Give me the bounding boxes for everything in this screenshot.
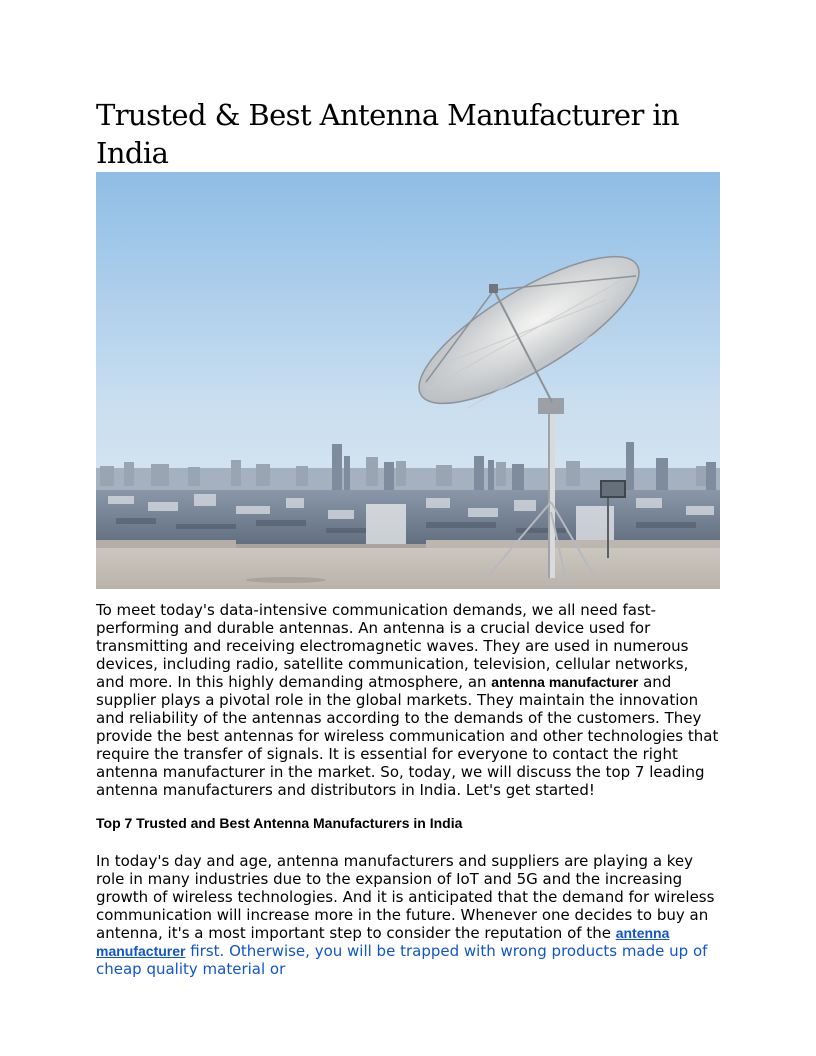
intro-text-1: To meet today's data-intensive communication demands, we all need fast-performing and durable antennas. An antenna is a crucial device used for transmitting and receiving electromagnetic waves. They are used in numerous devices, including radio, satellite communication, television, cellular networks, and more. In this highly demanding atmosphere, an — [96, 601, 689, 691]
article-title: Trusted & Best Antenna Manufacturer in India — [96, 98, 680, 170]
intro-bold-keyword: antenna manufacturer — [491, 674, 639, 690]
intro-paragraph — [96, 601, 720, 799]
section-paragraph — [96, 852, 720, 978]
section-heading: Top 7 Trusted and Best Antenna Manufacturers in India — [96, 815, 463, 831]
section-text-1: In today's day and age, antenna manufacturers and suppliers are playing a key role in many industries due to the expansion of IoT and 5G and the increasing growth of wireless technologies. And it is anticipated that the demand for wireless communication will increase more in the future. Whenever one decides to buy an antenna, it's a most important step to consider the reputation of the — [96, 852, 715, 942]
document-page — [96, 96, 720, 978]
antenna-manufacturer-link[interactable]: antenna manufacturer — [96, 925, 670, 959]
intro-text-2: and supplier plays a pivotal role in the global markets. They maintain the innovation and reliability of the antennas according to the demands of the customers. They provide the best antennas for wireless communication and other technologies that require the transfer of signals. It is essential for everyone to contact the right antenna manufacturer in the market. So, today, we will discuss the top 7 leading antenna manufacturers and distributors in India. Let's get started! — [96, 673, 719, 799]
hero-image — [96, 172, 720, 589]
section-text-2: first. Otherwise, you will be trapped with wrong products made up of cheap quality material or — [96, 942, 708, 978]
